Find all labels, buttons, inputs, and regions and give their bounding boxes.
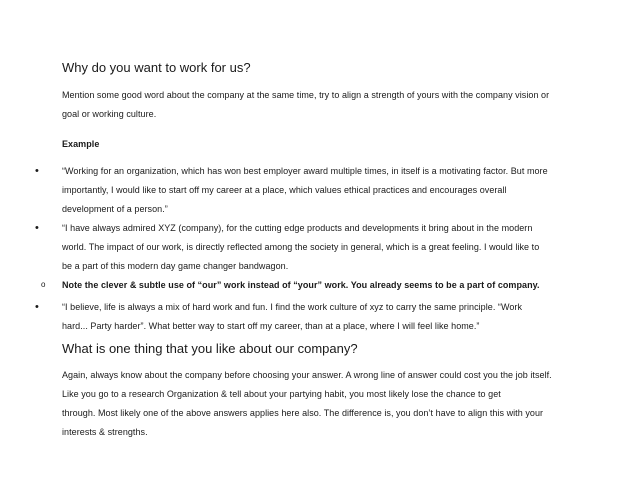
bullet-marker-2: •: [35, 222, 39, 234]
outro-line-1: Again, always know about the company before choosing your answer. A wrong line of answer could cost you the job itself.: [62, 370, 552, 380]
sub-bullet-marker: o: [41, 280, 46, 289]
intro-line-1: Mention some good word about the company at the same time, try to align a strength of yours with the company vision or: [62, 90, 550, 100]
section-heading-like-company: What is one thing that you like about our company?: [62, 341, 358, 356]
section-heading-why-work: Why do you want to work for us?: [62, 60, 251, 75]
bullet-3-line-1: “I believe, life is always a mix of hard work and fun. I find the work culture of xyz to carry the same principle. “Work: [62, 302, 523, 312]
outro-line-3: through. Most likely one of the above answers applies here also. The difference is, you don’t have to align this with your: [62, 408, 544, 418]
bullet-marker-3: •: [35, 301, 39, 313]
example-label: Example: [62, 139, 100, 149]
bullet-1-line-3: development of a person.”: [62, 204, 168, 214]
outro-line-4: interests & strengths.: [62, 427, 148, 437]
outro-line-2: Like you go to a research Organization & tell about your partying habit, you most likely lose the chance to get: [62, 389, 501, 399]
bullet-2-line-1: “I have always admired XYZ (company), for the cutting edge products and developments it bring about in the modern: [62, 223, 533, 233]
bullet-3-line-2: hard... Party harder”. What better way to start off my career, than at a place, where I will feel like home.”: [62, 321, 480, 331]
intro-line-2: goal or working culture.: [62, 109, 157, 119]
bullet-2-line-3: be a part of this modern day game changer bandwagon.: [62, 261, 289, 271]
bullet-marker-1: •: [35, 165, 39, 177]
bullet-2-line-2: world. The impact of our work, is directly reflected among the society in general, which is a great feeling. I would like to: [62, 242, 540, 252]
bullet-1-line-2: importantly, I would like to start off my career at a place, which values ethical practices and encourages overall: [62, 185, 507, 195]
bullet-1-line-1: “Working for an organization, which has won best employer award multiple times, in itself is a motivating factor. But more: [62, 166, 548, 176]
sub-bullet-note: Note the clever & subtle use of “our” work instead of “your” work. You already seems to be a part of company.: [62, 280, 540, 290]
